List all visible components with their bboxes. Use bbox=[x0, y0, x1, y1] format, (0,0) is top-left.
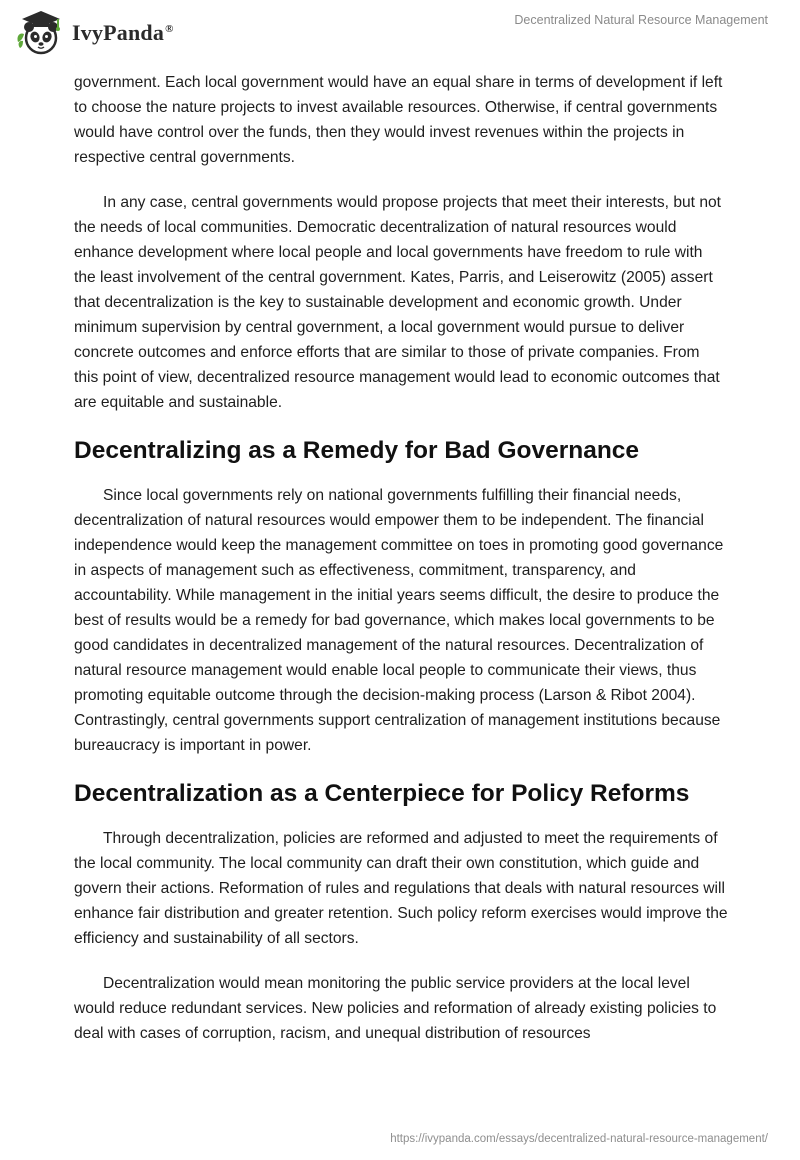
essay-body bbox=[74, 70, 728, 1066]
page-header bbox=[0, 0, 800, 70]
paragraph: Since local governments rely on national governments fulfilling their financial needs, decentralization of natural resources would empower them to be independent. The financial independence would keep the management committee on toes in promoting good governance in aspects of management such as effectiveness, commitment, transparency, and accountability. While management in the initial years seems difficult, the desire to produce the best of results would be a remedy for bad governance, which makes local governments to be good candidates in decentralized management of the natural resources. Decentralization of natural resource management would enable local people to communicate their views, thus promoting equitable outcome through the decision-making process (Larson & Ribot 2004). Contrastingly, central governments support centralization of management institutions because bureaucracy is important in power. bbox=[74, 487, 724, 754]
paragraph: Through decentralization, policies are reformed and adjusted to meet the requirements of the local community. The local community can draft their own constitution, which guide and govern their actions. Reformation of rules and regulations that deals with natural resources will enhance fair distribution and greater retention. Such policy reform exercises would improve the efficiency and sustainability of all sectors. bbox=[74, 830, 728, 947]
panda-graduate-icon bbox=[14, 8, 64, 58]
brand-name: IvyPanda® bbox=[72, 20, 174, 45]
paragraph: government. Each local government would have an equal share in terms of development if left to choose the nature projects to invest available resources. Otherwise, if central governments would have control over the funds, then they would invest revenues within the projects in respective central governments. bbox=[74, 74, 723, 166]
paragraph: Decentralization would mean monitoring the public service providers at the local level would reduce redundant services. New policies and reformation of already existing policies to deal with cases of corruption, racism, and unequal distribution of resources bbox=[74, 975, 717, 1042]
ivypanda-logo[interactable] bbox=[14, 8, 174, 58]
section-heading: Decentralizing as a Remedy for Bad Governance bbox=[74, 437, 640, 464]
document-title: Decentralized Natural Resource Management bbox=[514, 13, 768, 27]
source-url[interactable]: https://ivypanda.com/essays/decentralized-natural-resource-management/ bbox=[390, 1133, 768, 1145]
section-heading: Decentralization as a Centerpiece for Policy Reforms bbox=[74, 780, 690, 807]
paragraph: In any case, central governments would propose projects that meet their interests, but not the needs of local communities. Democratic decentralization of natural resources would enhance development where local people and local governments have freedom to rule with the least involvement of the central government. Kates, Parris, and Leiserowitz (2005) assert that decentralization is the key to sustainable development and economic growth. Under minimum supervision by central government, a local government would pursue to deliver concrete outcomes and enforce efforts that are similar to those of private companies. From this point of view, decentralized resource management would lead to economic outcomes that are equitable and sustainable. bbox=[74, 194, 722, 411]
